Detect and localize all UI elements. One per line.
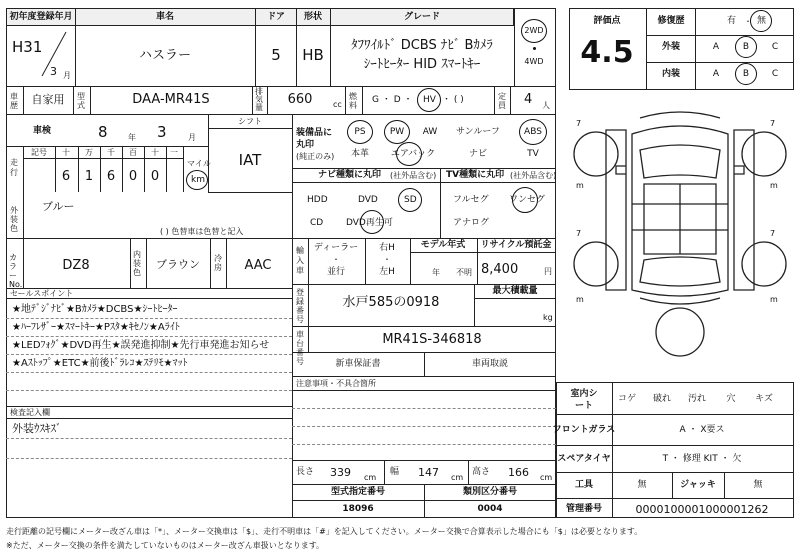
diagram-mark-tr2: m <box>770 181 778 190</box>
spare-options: T ・ 修理 KIT ・ 欠 <box>662 454 742 464</box>
navi-type-sub: (社外品含む) <box>390 171 437 180</box>
interior-color-label: 内装色 <box>133 250 141 277</box>
tv-oneseg: ワンセグ <box>509 195 546 205</box>
km-circle <box>186 170 208 190</box>
model-value: DAA-MR41S <box>132 92 210 107</box>
fuel-options: G ・ D ・ <box>372 95 413 105</box>
spare-label: スペアタイヤ <box>557 454 611 464</box>
mileage-digit: 6 <box>61 169 71 184</box>
chassis-label: 車台番号 <box>296 330 304 366</box>
navi-cd: CD <box>310 218 324 228</box>
mileage-mark: 一 <box>170 148 178 157</box>
type-no-value: 18096 <box>342 504 374 514</box>
repair-yes: 有 <box>727 16 737 26</box>
tv-type-sub: (社外品含む) <box>510 171 557 180</box>
seat-label: 室内シート <box>570 389 598 411</box>
diagram-mark-bl: 7 <box>576 229 582 238</box>
equip-leather: 本革 <box>350 149 370 159</box>
diagram-mark-tr: 7 <box>770 119 776 128</box>
import-dealer: ディーラー <box>313 243 359 253</box>
drive-2wd: 2WD <box>524 26 544 35</box>
doors-value: 5 <box>271 46 281 64</box>
color-value: ブルー <box>42 200 75 213</box>
body-type-value: HB <box>302 46 324 64</box>
sales-label: セールスポイント <box>10 289 74 298</box>
type-no-label: 型式指定番号 <box>330 487 386 497</box>
drive-4wd: 4WD <box>524 57 544 66</box>
notes-label: 注意事項・不具合箇所 <box>296 379 376 388</box>
mileage-label: 走行 <box>10 158 18 177</box>
navi-dvd-play-circle <box>360 210 384 234</box>
inspection-year: 8 <box>98 123 108 141</box>
first-reg-month-unit: 月 <box>63 71 71 80</box>
equip-abs: ABS <box>524 127 542 137</box>
import-left: 左H <box>379 267 395 277</box>
tv-analog: アナログ <box>453 218 490 228</box>
diagram-mark-br: 7 <box>770 229 776 238</box>
color-no-label: カラーNo. <box>9 253 23 289</box>
diagram-mark-br2: m <box>770 295 778 304</box>
equip-pw: PW <box>389 127 405 137</box>
interior-a: A <box>712 69 720 79</box>
navi-type-label: ナビ種類に丸印 <box>318 170 382 180</box>
sales-line-3: ★LEDﾌｫｸﾞ★DVD再生★誤発進抑制★先行車発進お知らせ <box>12 340 270 351</box>
seat-item: 破れ <box>652 394 672 404</box>
fuel-label: 燃料 <box>349 92 357 110</box>
class-no-value: 0004 <box>477 504 503 514</box>
width-value: 147 <box>418 466 439 479</box>
class-no-label: 類別区分番号 <box>462 487 518 497</box>
capacity-unit: 人 <box>542 101 550 110</box>
seat-item: キズ <box>755 394 773 404</box>
inspection-month: 3 <box>157 123 167 141</box>
score-value: 4.5 <box>580 35 634 70</box>
sales-line-1: ★地ﾃﾞｼﾞﾅﾋﾞ★Bｶﾒﾗ★DCBS★ｼｰﾄﾋｰﾀｰ <box>12 304 178 315</box>
tools-value: 無 <box>637 480 647 490</box>
model-year-unknown: 不明 <box>456 268 472 277</box>
km-label: km <box>191 175 205 185</box>
recycle-unit: 円 <box>544 267 552 276</box>
first-reg-month: 3 <box>50 65 57 78</box>
navi-sd-circle <box>398 188 422 212</box>
mgmt-label: 管理番号 <box>565 504 603 514</box>
check-label: 検査記入欄 <box>10 408 50 417</box>
fuel-hv-circle <box>417 88 441 112</box>
sales-line-4: ★Aｽﾄｯﾌﾟ★ETC★前後ﾄﾞﾗﾚｺ★ｽﾃﾘﾓ★ﾏｯﾄ <box>12 358 188 369</box>
usage-value: 自家用 <box>31 93 65 106</box>
repair-label: 修復歴 <box>657 16 685 26</box>
max-load-label: 最大積載量 <box>492 286 538 296</box>
interior-b-circle <box>735 63 757 85</box>
inspection-month-unit: 月 <box>188 133 196 142</box>
height-unit: cm <box>540 473 553 482</box>
equip-sunroof: サンルーフ <box>456 127 500 137</box>
model-label: 型式 <box>77 92 85 110</box>
car-damage-diagram <box>566 104 794 372</box>
mileage-digit: 0 <box>150 169 160 184</box>
fuel-paren: ・ ( ) <box>442 95 464 105</box>
ac-label: 冷房 <box>214 254 222 272</box>
shift-value: IAT <box>238 151 262 169</box>
color-no-value: DZ8 <box>62 258 90 273</box>
mileage-digit: 6 <box>106 169 116 184</box>
capacity-label: 定員 <box>498 92 506 110</box>
model-year-label: モデル年式 <box>420 240 466 250</box>
shift-label: シフト <box>238 117 262 126</box>
equipment-sub: (純正のみ) <box>296 152 335 161</box>
seat-item: 穴 <box>726 394 736 404</box>
exterior-c: C <box>771 42 779 52</box>
reg-label: 登録番号 <box>296 288 304 324</box>
model-year-unit: 年 <box>432 268 440 277</box>
diagram-mark-tl: 7 <box>576 119 582 128</box>
interior-b: B <box>742 69 750 79</box>
mgmt-value: 0000100001000001262 <box>635 503 769 516</box>
exterior-b: B <box>742 42 750 52</box>
navi-dvd-play: DVD再生可 <box>346 218 393 228</box>
repair-no: 無 <box>757 16 767 26</box>
tv-type-label: TV種類に丸印 <box>446 170 505 180</box>
equip-navi: ナビ <box>468 149 488 159</box>
inspection-label: 車検 <box>32 126 52 136</box>
length-value: 339 <box>330 466 351 479</box>
tools-label: 工具 <box>574 480 594 490</box>
equip-ps: PS <box>354 127 366 137</box>
height-label: 高さ <box>472 467 491 477</box>
displacement-label: 排気量 <box>255 87 263 112</box>
first-reg-label: 初年度登録年月 <box>9 12 73 22</box>
ac-value: AAC <box>244 258 272 273</box>
equip-abs-circle <box>519 119 547 145</box>
mileage-mark: 百 <box>129 148 137 157</box>
length-label: 長さ <box>296 467 315 477</box>
mileage-digit: 1 <box>84 169 94 184</box>
check-text: 外装ｳｽｷｽﾞ <box>12 422 62 435</box>
warranty-label: 新車保証書 <box>335 359 381 369</box>
equip-aw: AW <box>422 127 438 137</box>
color-label: 外装色 <box>10 206 18 233</box>
equip-tv: TV <box>527 149 539 159</box>
footer-note-1: 走行距離の記号欄にメーター改ざん車は「*」、メーター交換車は「$」、走行不明車は「#」を記入してください。メーター交換で合算表示した場合にも「$」は必要となります。 <box>6 527 643 536</box>
car-name-value: ハスラー <box>138 48 192 63</box>
equip-ps-circle <box>347 120 373 144</box>
import-label: 輸入車 <box>296 246 304 275</box>
diagram-mark-tl2: m <box>576 181 584 190</box>
drive-sep-dot <box>533 47 536 50</box>
navi-dvd: DVD <box>358 195 378 205</box>
equip-pw-circle <box>384 120 410 144</box>
inspection-year-unit: 年 <box>128 133 136 142</box>
import-right: 右H <box>379 243 395 253</box>
color-change-note: ( ) 色替車は色替と記入 <box>160 227 244 236</box>
recycle-value: 8,400 <box>481 262 519 277</box>
doors-label: ドア <box>267 12 285 22</box>
fuel-hv: HV <box>423 95 436 105</box>
capacity-value: 4 <box>524 92 533 107</box>
navi-sd: SD <box>404 195 417 205</box>
equip-airbag-circle <box>396 142 422 166</box>
seat-item: コゲ <box>617 394 637 404</box>
height-value: 166 <box>508 466 529 479</box>
tv-fullseg: フルセグ <box>453 195 489 205</box>
sales-line-2: ★ﾊｰﾌﾚｻﾞｰ★ｽﾏｰﾄｷｰ★Pｽﾀ★ｷｾﾉﾝ★Aﾗｲﾄ <box>12 322 180 333</box>
displacement-unit: cc <box>333 100 342 109</box>
width-unit: cm <box>451 473 464 482</box>
car-name-label: 車名 <box>155 12 175 22</box>
mileage-mark: 十 <box>151 148 159 157</box>
mileage-mark: 万 <box>85 148 93 157</box>
repair-sep: ・ <box>744 17 752 26</box>
tv-oneseg-circle <box>512 187 538 213</box>
reg-value: 水戸585の0918 <box>342 295 440 310</box>
first-reg-era-year: H31 <box>12 38 43 56</box>
mileage-mark: 記号 <box>31 148 47 157</box>
exterior-a: A <box>712 42 720 52</box>
drive-2wd-circle <box>521 19 547 43</box>
navi-hdd: HDD <box>307 195 328 205</box>
interior-label: 内装 <box>661 69 681 79</box>
mileage-digit: 0 <box>128 169 138 184</box>
mile-label: マイル <box>187 159 211 168</box>
interior-color-value: ブラウン <box>156 258 200 271</box>
jack-value: 無 <box>753 480 763 490</box>
exterior-b-circle <box>735 36 757 58</box>
equipment-label: 装備品に丸印 <box>296 128 333 150</box>
score-label: 評価点 <box>593 16 621 26</box>
chassis-value: MR41S-346818 <box>382 332 482 347</box>
width-label: 幅 <box>390 467 400 477</box>
exterior-label: 外装 <box>661 42 681 52</box>
diagram-mark-bl2: m <box>576 295 584 304</box>
import-sep: ・ <box>332 255 340 264</box>
jack-label: ジャッキ <box>680 480 716 490</box>
grade-line-2: ｼｰﾄﾋｰﾀｰ HID ｽﾏｰﾄｷｰ <box>363 57 481 72</box>
mileage-mark: 千 <box>107 148 115 157</box>
grade-line-1: ﾀﾌﾜｲﾙﾄﾞ DCBS ﾅﾋﾞ Bｶﾒﾗ <box>351 38 493 53</box>
length-unit: cm <box>364 473 377 482</box>
interior-c: C <box>771 69 779 79</box>
displacement-value: 660 <box>287 92 313 107</box>
seat-item: 汚れ <box>687 394 707 404</box>
recycle-label: リサイクル預託金 <box>480 240 552 250</box>
grade-label: グレード <box>403 12 441 22</box>
import-parallel: 並行 <box>326 267 346 277</box>
equip-airbag: エアバック <box>390 149 436 159</box>
glass-options: A ・ X要ス <box>679 425 725 435</box>
import-sep2: ・ <box>383 255 391 264</box>
manual-label: 車両取説 <box>471 359 509 369</box>
usage-label: 車歴 <box>10 92 18 110</box>
footer-note-2: ※ただ、メーター交換の条件を満たしていないものはメーター改ざん車扱いとなります。 <box>6 541 325 550</box>
glass-label: フロントガラス <box>552 425 616 435</box>
max-load-unit: kg <box>543 313 553 322</box>
repair-no-circle <box>750 10 772 32</box>
mileage-mark: 十 <box>62 148 70 157</box>
body-type-label: 形状 <box>303 12 323 22</box>
